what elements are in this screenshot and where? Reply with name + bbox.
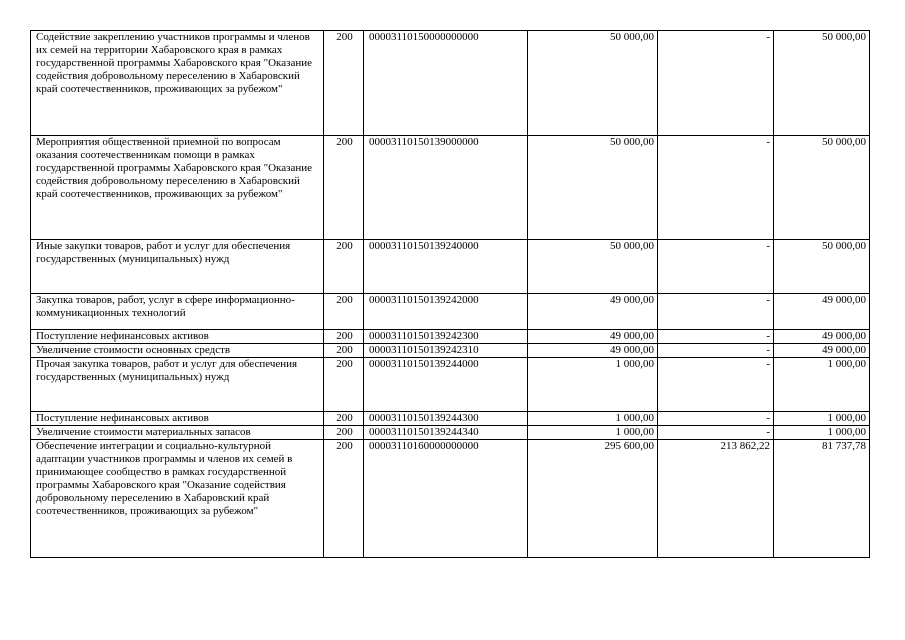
row-executed-amount: -	[658, 358, 774, 412]
row-line-code: 200	[324, 344, 364, 358]
row-line-code: 200	[324, 330, 364, 344]
row-name: Увеличение стоимости основных средств	[31, 344, 324, 358]
row-remaining-amount: 49 000,00	[774, 330, 870, 344]
row-remaining-amount: 1 000,00	[774, 412, 870, 426]
budget-execution-table	[30, 30, 870, 558]
row-executed-amount: -	[658, 294, 774, 330]
row-name: Поступление нефинансовых активов	[31, 412, 324, 426]
row-budget-code: 00003110160000000000	[364, 440, 528, 558]
row-budget-code: 00003110150139242310	[364, 344, 528, 358]
row-budget-code: 00003110150139244000	[364, 358, 528, 412]
row-executed-amount: -	[658, 344, 774, 358]
row-name: Прочая закупка товаров, работ и услуг для обеспечения государственных (муниципальных) нужд	[31, 358, 324, 412]
row-executed-amount: -	[658, 31, 774, 136]
row-line-code: 200	[324, 412, 364, 426]
row-name: Увеличение стоимости материальных запасов	[31, 426, 324, 440]
row-name: Содействие закреплению участников программы и членов их семей на территории Хабаровского края в рамках государственной программы Хабаровского края "Оказание содействия добровольному переселению в Хабаровский край соотечественников, проживающих за рубежом"	[31, 31, 324, 136]
row-line-code: 200	[324, 294, 364, 330]
table-row	[31, 412, 870, 426]
row-name: Иные закупки товаров, работ и услуг для обеспечения государственных (муниципальных) нужд	[31, 240, 324, 294]
row-line-code: 200	[324, 31, 364, 136]
row-approved-amount: 49 000,00	[528, 330, 658, 344]
row-executed-amount: -	[658, 136, 774, 240]
row-budget-code: 00003110150139244300	[364, 412, 528, 426]
row-remaining-amount: 50 000,00	[774, 136, 870, 240]
table-row	[31, 330, 870, 344]
row-approved-amount: 1 000,00	[528, 358, 658, 412]
table-row	[31, 358, 870, 412]
row-line-code: 200	[324, 358, 364, 412]
row-remaining-amount: 50 000,00	[774, 240, 870, 294]
row-budget-code: 00003110150139244340	[364, 426, 528, 440]
table-row	[31, 240, 870, 294]
row-remaining-amount: 1 000,00	[774, 358, 870, 412]
row-line-code: 200	[324, 426, 364, 440]
row-approved-amount: 49 000,00	[528, 344, 658, 358]
row-remaining-amount: 50 000,00	[774, 31, 870, 136]
row-name: Мероприятия общественной приемной по вопросам оказания соотечественникам помощи в рамках государственной программы Хабаровского края "Оказание содействия добровольному переселению в Хабаровский край соотечественников, проживающих за рубежом"	[31, 136, 324, 240]
table-row	[31, 344, 870, 358]
row-approved-amount: 50 000,00	[528, 136, 658, 240]
row-approved-amount: 1 000,00	[528, 412, 658, 426]
row-budget-code: 00003110150139240000	[364, 240, 528, 294]
row-executed-amount: -	[658, 330, 774, 344]
row-executed-amount: -	[658, 412, 774, 426]
table-row	[31, 426, 870, 440]
row-name: Закупка товаров, работ, услуг в сфере информационно-коммуникационных технологий	[31, 294, 324, 330]
row-line-code: 200	[324, 136, 364, 240]
row-name: Обеспечение интеграции и социально-культурной адаптации участников программы и членов их семей в принимающее сообщество в рамках государственной программы Хабаровского края "Оказание содействия добровольному переселению в Хабаровский край соотечественников, проживающих за рубежом"	[31, 440, 324, 558]
row-remaining-amount: 1 000,00	[774, 426, 870, 440]
row-name: Поступление нефинансовых активов	[31, 330, 324, 344]
table-row	[31, 294, 870, 330]
row-approved-amount: 49 000,00	[528, 294, 658, 330]
row-executed-amount: -	[658, 240, 774, 294]
row-remaining-amount: 81 737,78	[774, 440, 870, 558]
row-approved-amount: 1 000,00	[528, 426, 658, 440]
table-row	[31, 31, 870, 136]
table-row	[31, 440, 870, 558]
row-budget-code: 00003110150000000000	[364, 31, 528, 136]
row-approved-amount: 295 600,00	[528, 440, 658, 558]
row-executed-amount: 213 862,22	[658, 440, 774, 558]
row-line-code: 200	[324, 440, 364, 558]
row-remaining-amount: 49 000,00	[774, 294, 870, 330]
row-budget-code: 00003110150139000000	[364, 136, 528, 240]
row-executed-amount: -	[658, 426, 774, 440]
table-row	[31, 136, 870, 240]
row-approved-amount: 50 000,00	[528, 240, 658, 294]
row-budget-code: 00003110150139242300	[364, 330, 528, 344]
row-approved-amount: 50 000,00	[528, 31, 658, 136]
row-line-code: 200	[324, 240, 364, 294]
row-remaining-amount: 49 000,00	[774, 344, 870, 358]
row-budget-code: 00003110150139242000	[364, 294, 528, 330]
